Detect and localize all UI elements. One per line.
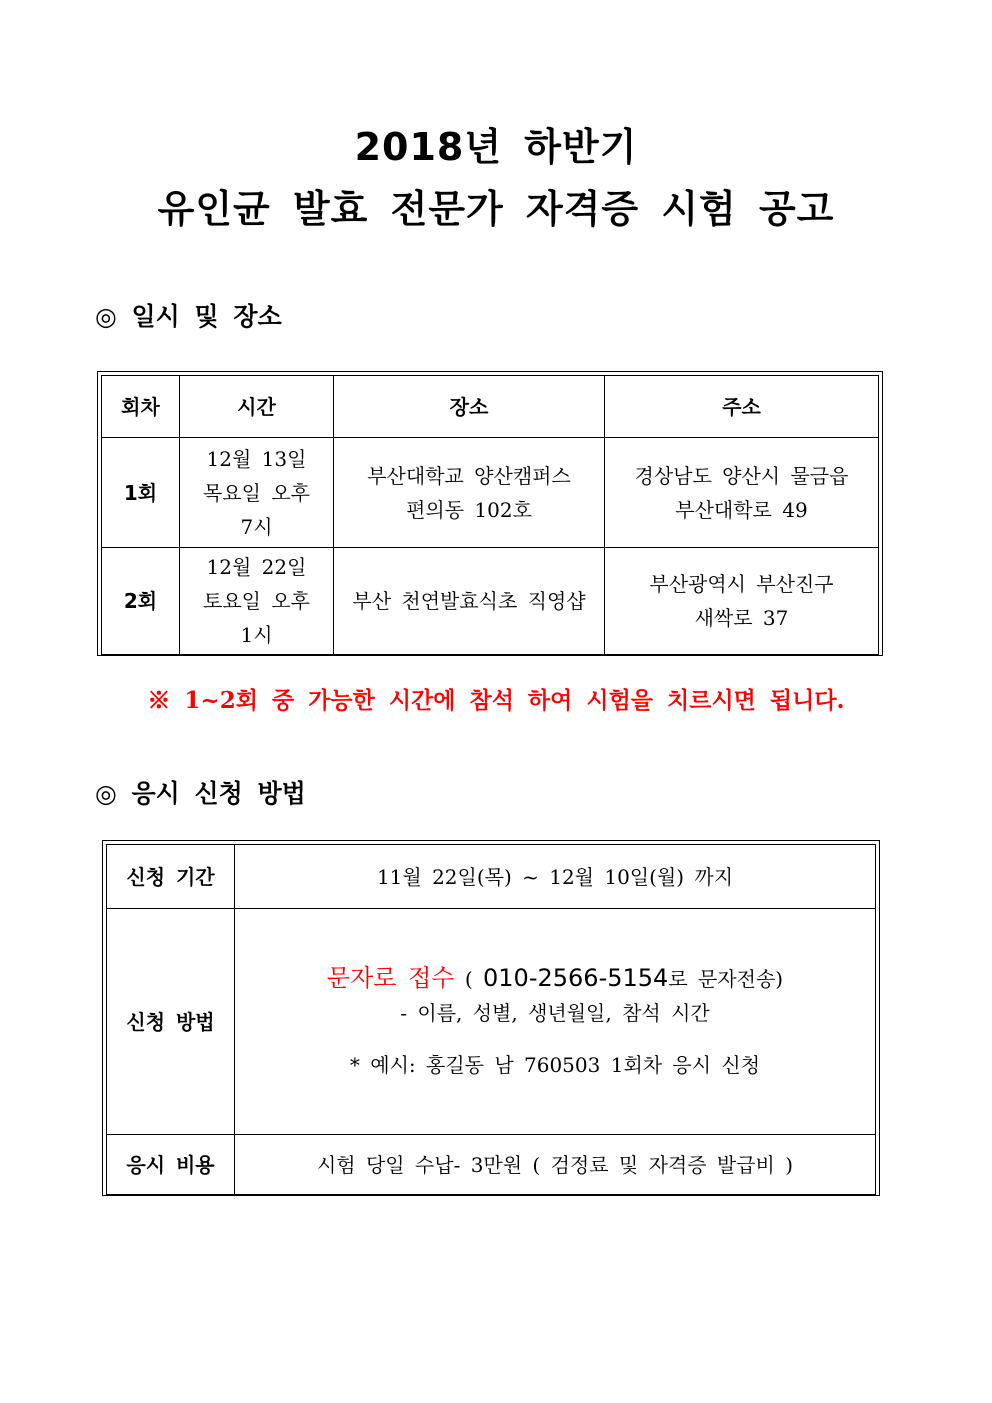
address-line: 부산대학로 49 — [675, 497, 808, 522]
round-cell: 2회 — [102, 548, 180, 655]
period-label: 신청 기간 — [107, 845, 235, 909]
title-line-2: 유인균 발효 전문가 자격증 시험 공고 — [157, 187, 835, 231]
time-line: 7시 — [240, 514, 273, 539]
time-line: 1시 — [240, 623, 273, 647]
place-line: 부산 천연발효식초 직영샵 — [352, 589, 586, 613]
col-header-address: 주소 — [605, 376, 879, 438]
application-heading: ◎ 응시 신청 방법 — [95, 779, 306, 808]
method-value — [235, 909, 876, 1135]
phone-number: 010-2566-5154 — [483, 964, 669, 992]
method-line-1 — [239, 961, 871, 996]
address-line: 경상남도 양산시 물금읍 — [634, 463, 849, 488]
col-header-place: 장소 — [334, 376, 605, 438]
place-line: 부산대학교 양산캠퍼스 — [367, 463, 571, 488]
time-line: 12월 22일 — [206, 555, 307, 579]
fee-value: 시험 당일 수납- 3만원 ( 검정료 및 자격증 발급비 ) — [235, 1135, 876, 1195]
schedule-table — [97, 371, 883, 656]
title-line-1: 2018년 하반기 — [354, 125, 638, 169]
attendance-notice: ※ 1~2회 중 가능한 시간에 참석 하여 시험을 치르시면 됩니다. — [147, 687, 845, 714]
method-label: 신청 방법 — [107, 909, 235, 1135]
time-cell — [180, 438, 334, 548]
time-line: 토요일 오후 — [203, 589, 310, 613]
address-cell — [605, 548, 879, 655]
phone-suffix: 로 문자전송) — [668, 967, 784, 991]
place-line: 편의동 102호 — [406, 497, 532, 522]
time-line: 목요일 오후 — [203, 480, 310, 505]
method-fields: - 이름, 성별, 생년월일, 참석 시간 — [400, 1001, 710, 1025]
place-cell — [334, 548, 605, 655]
schedule-heading: ◎ 일시 및 장소 — [95, 302, 282, 331]
address-line: 새싹로 37 — [694, 606, 789, 630]
phone-open: ( — [454, 967, 484, 991]
time-line: 12월 13일 — [206, 446, 307, 471]
table-row — [107, 1135, 876, 1195]
col-header-round: 회차 — [102, 376, 180, 438]
table-row — [102, 548, 879, 655]
table-row — [107, 909, 876, 1135]
fee-label: 응시 비용 — [107, 1135, 235, 1195]
application-table — [102, 840, 880, 1196]
address-line: 부산광역시 부산진구 — [649, 572, 834, 596]
sms-application-highlight: 문자로 접수 — [326, 964, 455, 992]
method-example: * 예시: 홍길동 남 760503 1회차 응시 신청 — [349, 1053, 761, 1077]
round-cell: 1회 — [102, 438, 180, 548]
time-cell — [180, 548, 334, 655]
table-row — [107, 845, 876, 909]
table-row — [102, 438, 879, 548]
period-value: 11월 22일(목) ~ 12월 10일(월) 까지 — [235, 845, 876, 909]
col-header-time: 시간 — [180, 376, 334, 438]
place-cell — [334, 438, 605, 548]
address-cell — [605, 438, 879, 548]
